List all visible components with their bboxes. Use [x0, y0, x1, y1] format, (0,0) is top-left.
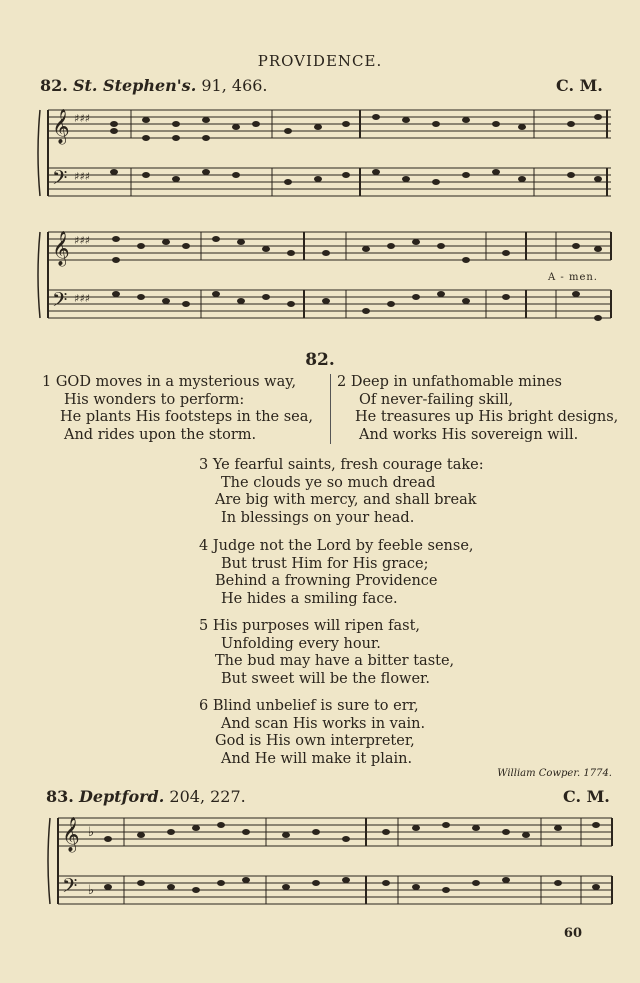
- verse-line: He hides a smiling face.: [221, 590, 398, 607]
- verse-line: He treasures up His bright designs,: [355, 409, 619, 425]
- hymn-82-number: 82.: [305, 350, 335, 370]
- tune-83-name: Deptford.: [78, 787, 165, 806]
- verse-line: And rides upon the storm.: [64, 426, 257, 443]
- svg-text:♭: ♭: [88, 883, 95, 898]
- notes: [104, 822, 600, 893]
- tune-82-meter: C. M.: [556, 76, 603, 95]
- verse-6: [199, 698, 425, 768]
- page-number: 60: [563, 926, 582, 941]
- tune-82-refs: 91, 466.: [201, 76, 268, 95]
- verse-line: He plants His footsteps in the sea,: [60, 409, 313, 425]
- notes: [110, 114, 602, 185]
- svg-text:♯♯♯: ♯♯♯: [74, 234, 90, 247]
- verse-line: And scan His works in vain.: [221, 715, 426, 732]
- verse-line: 1 GOD moves in a mysterious way,: [42, 374, 297, 390]
- verse-line: Of never-failing skill,: [359, 391, 514, 408]
- tune-83-refs: 204, 227.: [169, 787, 246, 806]
- verse-line: 4 Judge not the Lord by feeble sense,: [199, 538, 474, 554]
- svg-text:𝄞: 𝄞: [52, 231, 70, 266]
- verse-line: Unfolding every hour.: [221, 635, 381, 652]
- svg-text:𝄢: 𝄢: [62, 874, 78, 902]
- svg-text:♯♯♯: ♯♯♯: [74, 112, 90, 125]
- music-score: [36, 100, 616, 218]
- svg-text:𝄢: 𝄢: [52, 166, 68, 194]
- tune-82-name: St. Stephen's.: [72, 76, 197, 95]
- notes: [112, 236, 602, 321]
- verse-line: But trust Him for His grace;: [221, 555, 429, 572]
- verse-line: His wonders to perform:: [64, 391, 245, 408]
- music-system-83-1: [46, 808, 616, 920]
- svg-text:♯♯♯: ♯♯♯: [74, 170, 90, 183]
- verse-line: 6 Blind unbelief is sure to err,: [199, 698, 419, 714]
- svg-text:♭: ♭: [88, 825, 95, 840]
- verse-2: [337, 374, 618, 444]
- tune-83-meter: C. M.: [563, 787, 610, 806]
- verse-line: And works His sovereign will.: [359, 426, 579, 443]
- music-score: [36, 222, 616, 338]
- author-credit: William Cowper. 1774.: [497, 768, 612, 779]
- section-title: PROVIDENCE.: [257, 52, 383, 70]
- verse-1: [42, 374, 313, 444]
- amen-label: A - men.: [548, 272, 598, 283]
- music-score: [46, 808, 616, 920]
- verse-line: But sweet will be the flower.: [221, 670, 430, 687]
- verse-line: The clouds ye so much dread: [221, 474, 436, 491]
- verse-3: [199, 457, 484, 527]
- verse-line: In blessings on your head.: [221, 509, 415, 526]
- column-divider: [330, 374, 331, 444]
- verse-line: 2 Deep in unfathomable mines: [337, 374, 562, 390]
- music-system-82-2: [36, 222, 616, 338]
- svg-text:♯♯♯: ♯♯♯: [74, 292, 90, 305]
- tune-82-header: [40, 76, 268, 95]
- svg-text:𝄞: 𝄞: [62, 817, 80, 852]
- tune-83-header: [46, 787, 246, 806]
- svg-text:𝄢: 𝄢: [52, 288, 68, 316]
- verse-line: 5 His purposes will ripen fast,: [199, 618, 421, 634]
- tune-82-number: 82.: [40, 76, 68, 95]
- verse-line: Are big with mercy, and shall break: [215, 492, 477, 508]
- tune-83-number: 83.: [46, 787, 74, 806]
- svg-text:𝄞: 𝄞: [52, 109, 70, 144]
- verse-line: 3 Ye fearful saints, fresh courage take:: [199, 457, 484, 473]
- music-system-82-1: [36, 100, 616, 218]
- verse-line: God is His own interpreter,: [215, 733, 415, 749]
- verse-line: The bud may have a bitter taste,: [215, 653, 455, 669]
- verse-4: [199, 538, 474, 608]
- verse-line: Behind a frowning Providence: [215, 573, 438, 589]
- verse-line: And He will make it plain.: [221, 750, 413, 767]
- verse-5: [199, 618, 454, 688]
